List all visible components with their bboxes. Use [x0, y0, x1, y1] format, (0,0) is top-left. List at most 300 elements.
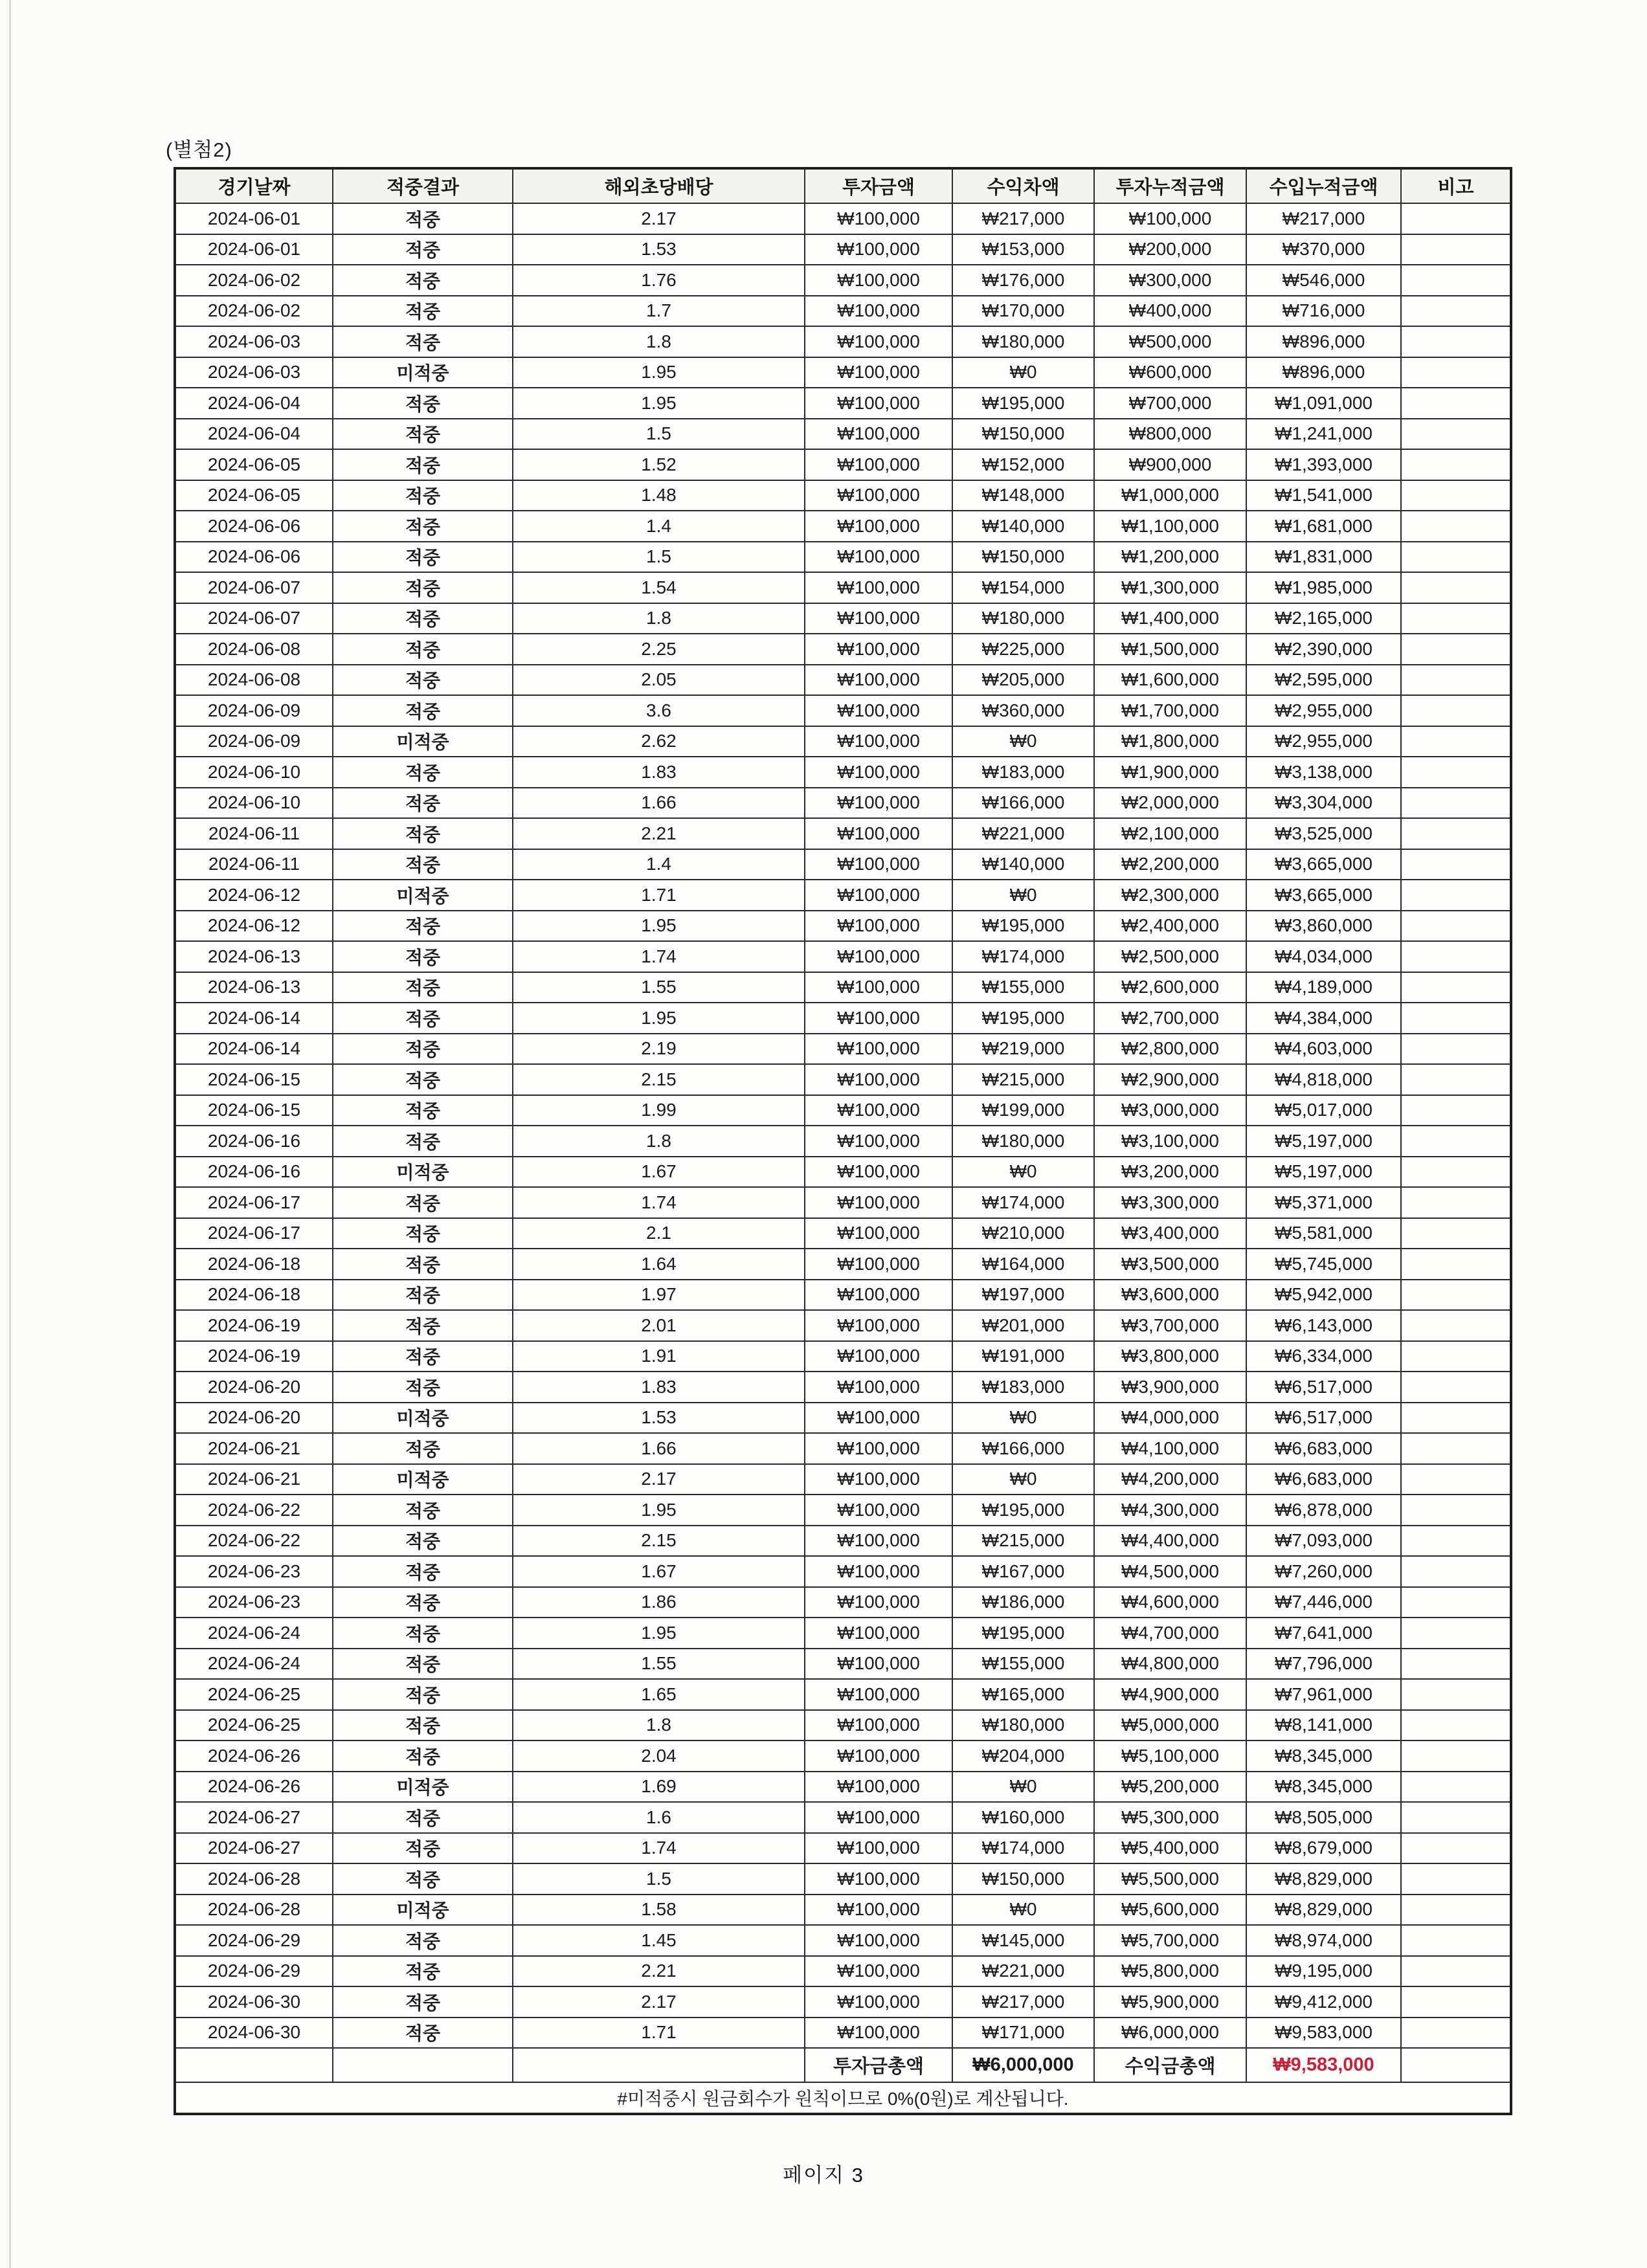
cum-invest-cell: ₩2,600,000 [1094, 972, 1246, 1003]
odds-cell: 1.71 [513, 2018, 805, 2049]
note-cell [1401, 726, 1511, 757]
cum-income-cell: ₩370,000 [1246, 234, 1401, 265]
cum-invest-cell: ₩3,200,000 [1094, 1157, 1246, 1188]
profit-cell: ₩201,000 [952, 1310, 1094, 1341]
result-cell: 적중 [333, 1433, 513, 1464]
result-cell: 적중 [333, 296, 513, 327]
date-cell: 2024-06-28 [175, 1895, 333, 1926]
cum-income-cell: ₩9,412,000 [1246, 1986, 1401, 2018]
cum-income-cell: ₩1,831,000 [1246, 542, 1401, 573]
note-cell [1401, 234, 1511, 265]
odds-cell: 1.95 [513, 1618, 805, 1649]
cum-income-cell: ₩6,683,000 [1246, 1464, 1401, 1495]
result-cell: 적중 [333, 1372, 513, 1403]
invest-cell: ₩100,000 [805, 1249, 952, 1280]
result-cell: 적중 [333, 1802, 513, 1833]
note-cell [1401, 1126, 1511, 1157]
result-cell: 적중 [333, 1064, 513, 1095]
invest-cell: ₩100,000 [805, 542, 952, 573]
odds-cell: 1.8 [513, 603, 805, 634]
profit-cell: ₩150,000 [952, 1863, 1094, 1895]
profit-cell: ₩204,000 [952, 1740, 1094, 1772]
cum-invest-cell: ₩1,600,000 [1094, 665, 1246, 696]
profit-cell: ₩170,000 [952, 296, 1094, 327]
invest-cell: ₩100,000 [805, 419, 952, 450]
table-row [175, 1679, 1511, 1710]
note-cell [1401, 419, 1511, 450]
result-cell: 적중 [333, 788, 513, 819]
table-row [175, 234, 1511, 265]
profit-cell: ₩195,000 [952, 1003, 1094, 1034]
cum-invest-cell: ₩2,900,000 [1094, 1064, 1246, 1095]
cum-income-cell: ₩7,093,000 [1246, 1526, 1401, 1557]
cum-invest-cell: ₩5,900,000 [1094, 1986, 1246, 2018]
result-cell: 적중 [333, 1740, 513, 1772]
date-cell: 2024-06-19 [175, 1341, 333, 1372]
header-row [175, 168, 1511, 203]
cum-income-cell: ₩3,665,000 [1246, 849, 1401, 880]
invest-cell: ₩100,000 [805, 1956, 952, 1987]
note-cell [1401, 1003, 1511, 1034]
note-cell [1401, 1956, 1511, 1987]
cum-invest-cell: ₩1,700,000 [1094, 695, 1246, 726]
odds-cell: 1.5 [513, 1863, 805, 1895]
note-cell [1401, 911, 1511, 942]
table-row [175, 880, 1511, 911]
result-cell: 미적중 [333, 726, 513, 757]
odds-cell: 3.6 [513, 695, 805, 726]
table-row [175, 818, 1511, 849]
profit-cell: ₩0 [952, 357, 1094, 388]
result-cell: 적중 [333, 1341, 513, 1372]
table-row [175, 449, 1511, 480]
invest-cell: ₩100,000 [805, 1372, 952, 1403]
date-cell: 2024-06-13 [175, 972, 333, 1003]
odds-cell: 1.91 [513, 1341, 805, 1372]
cum-income-cell: ₩7,641,000 [1246, 1618, 1401, 1649]
table-row [175, 572, 1511, 603]
cum-invest-cell: ₩6,000,000 [1094, 2018, 1246, 2049]
odds-cell: 2.01 [513, 1310, 805, 1341]
result-cell: 적중 [333, 1187, 513, 1218]
cum-invest-cell: ₩200,000 [1094, 234, 1246, 265]
note-cell [1401, 634, 1511, 665]
table-row [175, 1925, 1511, 1956]
result-cell: 적중 [333, 1280, 513, 1311]
cum-invest-cell: ₩3,000,000 [1094, 1095, 1246, 1126]
invest-cell: ₩100,000 [805, 1618, 952, 1649]
result-cell: 적중 [333, 2018, 513, 2049]
odds-cell: 1.83 [513, 1372, 805, 1403]
invest-cell: ₩100,000 [805, 1710, 952, 1741]
table-row [175, 1649, 1511, 1680]
profit-cell: ₩360,000 [952, 695, 1094, 726]
note-cell [1401, 1403, 1511, 1434]
profit-cell: ₩165,000 [952, 1679, 1094, 1710]
invest-cell: ₩100,000 [805, 757, 952, 788]
date-cell: 2024-06-24 [175, 1649, 333, 1680]
note-cell [1401, 572, 1511, 603]
odds-cell: 2.17 [513, 203, 805, 234]
profit-cell: ₩0 [952, 1157, 1094, 1188]
invest-cell: ₩100,000 [805, 1126, 952, 1157]
invest-cell: ₩100,000 [805, 1157, 952, 1188]
odds-cell: 2.25 [513, 634, 805, 665]
cum-income-cell: ₩8,829,000 [1246, 1895, 1401, 1926]
result-cell: 적중 [333, 1095, 513, 1126]
date-cell: 2024-06-27 [175, 1833, 333, 1864]
result-cell: 적중 [333, 1495, 513, 1526]
odds-cell: 1.64 [513, 1249, 805, 1280]
invest-cell: ₩100,000 [805, 1034, 952, 1065]
note-cell [1401, 1034, 1511, 1065]
invest-cell: ₩100,000 [805, 1464, 952, 1495]
result-cell: 적중 [333, 1556, 513, 1587]
cum-income-cell: ₩8,679,000 [1246, 1833, 1401, 1864]
table-row [175, 419, 1511, 450]
invest-cell: ₩100,000 [805, 1526, 952, 1557]
profit-cell: ₩0 [952, 726, 1094, 757]
table-row [175, 1433, 1511, 1464]
income-total-value: ₩9,583,000 [1246, 2048, 1401, 2082]
table-row [175, 480, 1511, 511]
date-cell: 2024-06-04 [175, 388, 333, 419]
cum-invest-cell: ₩4,700,000 [1094, 1618, 1246, 1649]
profit-cell: ₩191,000 [952, 1341, 1094, 1372]
odds-cell: 1.74 [513, 941, 805, 972]
table-row [175, 972, 1511, 1003]
odds-cell: 1.76 [513, 265, 805, 296]
date-cell: 2024-06-29 [175, 1956, 333, 1987]
profit-cell: ₩219,000 [952, 1034, 1094, 1065]
profit-cell: ₩155,000 [952, 972, 1094, 1003]
cum-income-cell: ₩6,517,000 [1246, 1372, 1401, 1403]
cum-invest-cell: ₩4,500,000 [1094, 1556, 1246, 1587]
invest-cell: ₩100,000 [805, 1003, 952, 1034]
result-cell: 적중 [333, 1587, 513, 1618]
note-cell [1401, 1649, 1511, 1680]
profit-cell: ₩221,000 [952, 1956, 1094, 1987]
result-cell: 적중 [333, 1679, 513, 1710]
profit-cell: ₩148,000 [952, 480, 1094, 511]
odds-cell: 1.48 [513, 480, 805, 511]
odds-cell: 2.21 [513, 818, 805, 849]
cum-invest-cell: ₩3,500,000 [1094, 1249, 1246, 1280]
column-header: 경기날짜 [175, 168, 333, 203]
result-cell: 적중 [333, 480, 513, 511]
table-row [175, 788, 1511, 819]
cum-income-cell: ₩8,829,000 [1246, 1863, 1401, 1895]
table-row [175, 941, 1511, 972]
date-cell: 2024-06-26 [175, 1772, 333, 1803]
date-cell: 2024-06-30 [175, 1986, 333, 2018]
date-cell: 2024-06-23 [175, 1587, 333, 1618]
profit-cell: ₩205,000 [952, 665, 1094, 696]
profit-cell: ₩150,000 [952, 419, 1094, 450]
invest-cell: ₩100,000 [805, 972, 952, 1003]
cum-invest-cell: ₩3,100,000 [1094, 1126, 1246, 1157]
note-cell [1401, 1710, 1511, 1741]
result-cell: 미적중 [333, 1895, 513, 1926]
result-cell: 적중 [333, 1649, 513, 1680]
note-cell [1401, 203, 1511, 234]
date-cell: 2024-06-27 [175, 1802, 333, 1833]
odds-cell: 1.55 [513, 972, 805, 1003]
cum-invest-cell: ₩1,900,000 [1094, 757, 1246, 788]
cum-invest-cell: ₩5,800,000 [1094, 1956, 1246, 1987]
odds-cell: 2.17 [513, 1464, 805, 1495]
date-cell: 2024-06-18 [175, 1280, 333, 1311]
table-body [175, 203, 1511, 2048]
invest-cell: ₩100,000 [805, 572, 952, 603]
result-cell: 적중 [333, 634, 513, 665]
result-cell: 적중 [333, 1986, 513, 2018]
table-row [175, 1526, 1511, 1557]
odds-cell: 1.99 [513, 1095, 805, 1126]
table-row [175, 1986, 1511, 2018]
date-cell: 2024-06-21 [175, 1433, 333, 1464]
profit-cell: ₩180,000 [952, 326, 1094, 357]
table-row [175, 665, 1511, 696]
profit-cell: ₩225,000 [952, 634, 1094, 665]
cum-income-cell: ₩4,034,000 [1246, 941, 1401, 972]
cum-income-cell: ₩4,603,000 [1246, 1034, 1401, 1065]
cum-income-cell: ₩5,942,000 [1246, 1280, 1401, 1311]
invest-cell: ₩100,000 [805, 1649, 952, 1680]
profit-cell: ₩164,000 [952, 1249, 1094, 1280]
table-row [175, 634, 1511, 665]
profit-cell: ₩160,000 [952, 1802, 1094, 1833]
profit-cell: ₩195,000 [952, 911, 1094, 942]
cum-income-cell: ₩5,581,000 [1246, 1218, 1401, 1249]
date-cell: 2024-06-21 [175, 1464, 333, 1495]
odds-cell: 1.97 [513, 1280, 805, 1311]
cum-invest-cell: ₩2,400,000 [1094, 911, 1246, 942]
table-row [175, 1772, 1511, 1803]
table-row [175, 1003, 1511, 1034]
note-cell [1401, 1863, 1511, 1895]
invest-cell: ₩100,000 [805, 357, 952, 388]
table-row [175, 1403, 1511, 1434]
profit-cell: ₩0 [952, 1772, 1094, 1803]
table-row [175, 695, 1511, 726]
date-cell: 2024-06-22 [175, 1526, 333, 1557]
note-cell [1401, 1587, 1511, 1618]
cum-invest-cell: ₩5,300,000 [1094, 1802, 1246, 1833]
cum-invest-cell: ₩3,300,000 [1094, 1187, 1246, 1218]
cum-income-cell: ₩9,583,000 [1246, 2018, 1401, 2049]
cum-invest-cell: ₩3,900,000 [1094, 1372, 1246, 1403]
cum-invest-cell: ₩1,800,000 [1094, 726, 1246, 757]
table-row [175, 1249, 1511, 1280]
result-cell: 적중 [333, 1956, 513, 1987]
note-cell [1401, 972, 1511, 1003]
cum-invest-cell: ₩3,800,000 [1094, 1341, 1246, 1372]
note-cell [1401, 1895, 1511, 1926]
date-cell: 2024-06-12 [175, 911, 333, 942]
cum-invest-cell: ₩5,100,000 [1094, 1740, 1246, 1772]
result-cell: 적중 [333, 1218, 513, 1249]
cum-income-cell: ₩7,796,000 [1246, 1649, 1401, 1680]
profit-cell: ₩215,000 [952, 1064, 1094, 1095]
odds-cell: 2.1 [513, 1218, 805, 1249]
profit-cell: ₩183,000 [952, 757, 1094, 788]
invest-cell: ₩100,000 [805, 2018, 952, 2049]
cum-income-cell: ₩6,334,000 [1246, 1341, 1401, 1372]
result-cell: 적중 [333, 1526, 513, 1557]
cum-invest-cell: ₩4,800,000 [1094, 1649, 1246, 1680]
invest-cell: ₩100,000 [805, 1433, 952, 1464]
note-cell [1401, 849, 1511, 880]
cum-income-cell: ₩1,091,000 [1246, 388, 1401, 419]
invest-cell: ₩100,000 [805, 665, 952, 696]
invest-cell: ₩100,000 [805, 1403, 952, 1434]
result-cell: 미적중 [333, 357, 513, 388]
odds-cell: 2.21 [513, 1956, 805, 1987]
cum-invest-cell: ₩100,000 [1094, 203, 1246, 234]
date-cell: 2024-06-08 [175, 665, 333, 696]
profit-cell: ₩199,000 [952, 1095, 1094, 1126]
table-row [175, 1034, 1511, 1065]
cum-invest-cell: ₩5,600,000 [1094, 1895, 1246, 1926]
result-cell: 적중 [333, 665, 513, 696]
date-cell: 2024-06-25 [175, 1710, 333, 1741]
cum-invest-cell: ₩5,400,000 [1094, 1833, 1246, 1864]
note-cell [1401, 388, 1511, 419]
cum-income-cell: ₩7,446,000 [1246, 1587, 1401, 1618]
note-cell [1401, 1679, 1511, 1710]
cum-invest-cell: ₩4,300,000 [1094, 1495, 1246, 1526]
cum-income-cell: ₩3,665,000 [1246, 880, 1401, 911]
odds-cell: 2.15 [513, 1064, 805, 1095]
profit-cell: ₩0 [952, 1895, 1094, 1926]
note-cell [1401, 1341, 1511, 1372]
note-cell [1401, 265, 1511, 296]
invest-cell: ₩100,000 [805, 634, 952, 665]
result-cell: 적중 [333, 511, 513, 542]
invest-cell: ₩100,000 [805, 941, 952, 972]
cum-income-cell: ₩1,241,000 [1246, 419, 1401, 450]
result-cell: 적중 [333, 1310, 513, 1341]
result-cell: 적중 [333, 419, 513, 450]
empty-cell [175, 2048, 333, 2082]
note-cell [1401, 1095, 1511, 1126]
note-cell [1401, 695, 1511, 726]
date-cell: 2024-06-22 [175, 1495, 333, 1526]
odds-cell: 1.52 [513, 449, 805, 480]
column-header: 투자누적금액 [1094, 168, 1246, 203]
table-row [175, 2018, 1511, 2049]
cum-income-cell: ₩1,985,000 [1246, 572, 1401, 603]
date-cell: 2024-06-11 [175, 849, 333, 880]
profit-cell: ₩174,000 [952, 1833, 1094, 1864]
note-cell [1401, 296, 1511, 327]
table-row [175, 1618, 1511, 1649]
note-cell [1401, 788, 1511, 819]
cum-invest-cell: ₩3,700,000 [1094, 1310, 1246, 1341]
date-cell: 2024-06-19 [175, 1310, 333, 1341]
profit-cell: ₩176,000 [952, 265, 1094, 296]
note-cell [1401, 941, 1511, 972]
date-cell: 2024-06-16 [175, 1157, 333, 1188]
profit-cell: ₩183,000 [952, 1372, 1094, 1403]
cum-invest-cell: ₩4,600,000 [1094, 1587, 1246, 1618]
invest-cell: ₩100,000 [805, 880, 952, 911]
profit-cell: ₩180,000 [952, 1126, 1094, 1157]
invest-cell: ₩100,000 [805, 911, 952, 942]
odds-cell: 1.95 [513, 911, 805, 942]
invest-cell: ₩100,000 [805, 1833, 952, 1864]
result-cell: 적중 [333, 1003, 513, 1034]
table-row [175, 1157, 1511, 1188]
table-row [175, 511, 1511, 542]
cum-invest-cell: ₩5,000,000 [1094, 1710, 1246, 1741]
odds-cell: 1.6 [513, 1802, 805, 1833]
cum-invest-cell: ₩2,500,000 [1094, 941, 1246, 972]
odds-cell: 1.66 [513, 788, 805, 819]
profit-cell: ₩155,000 [952, 1649, 1094, 1680]
cum-income-cell: ₩4,384,000 [1246, 1003, 1401, 1034]
invest-cell: ₩100,000 [805, 234, 952, 265]
note-cell [1401, 1495, 1511, 1526]
result-cell: 적중 [333, 326, 513, 357]
date-cell: 2024-06-28 [175, 1863, 333, 1895]
cum-invest-cell: ₩2,300,000 [1094, 880, 1246, 911]
cum-invest-cell: ₩1,400,000 [1094, 603, 1246, 634]
invest-total-label: 투자금총액 [805, 2048, 952, 2082]
note-cell [1401, 1802, 1511, 1833]
result-cell: 적중 [333, 911, 513, 942]
date-cell: 2024-06-07 [175, 572, 333, 603]
invest-cell: ₩100,000 [805, 296, 952, 327]
cum-income-cell: ₩3,304,000 [1246, 788, 1401, 819]
odds-cell: 2.15 [513, 1526, 805, 1557]
cum-income-cell: ₩7,260,000 [1246, 1556, 1401, 1587]
invest-cell: ₩100,000 [805, 511, 952, 542]
result-cell: 미적중 [333, 1772, 513, 1803]
cum-income-cell: ₩2,595,000 [1246, 665, 1401, 696]
cum-income-cell: ₩716,000 [1246, 296, 1401, 327]
invest-cell: ₩100,000 [805, 1986, 952, 2018]
cum-invest-cell: ₩300,000 [1094, 265, 1246, 296]
odds-cell: 1.58 [513, 1895, 805, 1926]
invest-cell: ₩100,000 [805, 849, 952, 880]
odds-cell: 1.8 [513, 1710, 805, 1741]
cum-invest-cell: ₩4,900,000 [1094, 1679, 1246, 1710]
result-cell: 적중 [333, 1034, 513, 1065]
note-cell [1401, 1218, 1511, 1249]
cum-invest-cell: ₩900,000 [1094, 449, 1246, 480]
invest-cell: ₩100,000 [805, 726, 952, 757]
result-cell: 적중 [333, 203, 513, 234]
cum-income-cell: ₩2,955,000 [1246, 695, 1401, 726]
table-row [175, 1372, 1511, 1403]
date-cell: 2024-06-06 [175, 511, 333, 542]
table-row [175, 326, 1511, 357]
invest-cell: ₩100,000 [805, 1679, 952, 1710]
profit-cell: ₩180,000 [952, 603, 1094, 634]
cum-invest-cell: ₩4,100,000 [1094, 1433, 1246, 1464]
table-row [175, 542, 1511, 573]
cum-invest-cell: ₩4,400,000 [1094, 1526, 1246, 1557]
cum-invest-cell: ₩1,500,000 [1094, 634, 1246, 665]
cum-income-cell: ₩1,541,000 [1246, 480, 1401, 511]
profit-cell: ₩174,000 [952, 1187, 1094, 1218]
note-cell [1401, 542, 1511, 573]
result-cell: 적중 [333, 818, 513, 849]
table-row [175, 1064, 1511, 1095]
note-cell [1401, 880, 1511, 911]
